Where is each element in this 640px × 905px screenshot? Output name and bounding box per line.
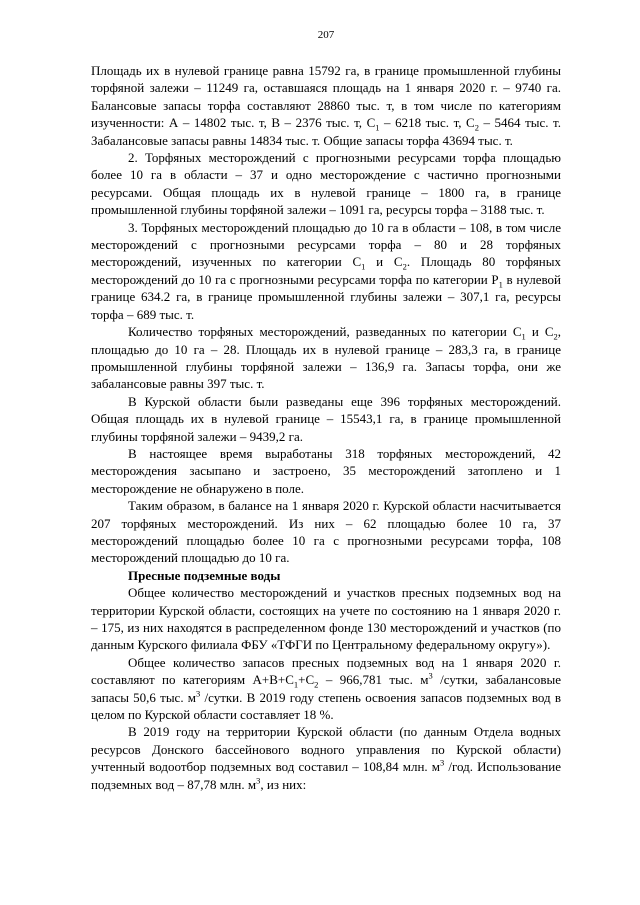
- paragraph-peat-area-continued: Площадь их в нулевой границе равна 15792 га, в границе промышленной глубины торфяной залежи – 11249 га, оставшаяся площадь на 1 января 2020 г. – 9740 га. Балансовые запасы торфа составляют 28860 тыс. т, в том числе по категориям изученности: А – 14802 тыс. т, В – 2376 тыс. т, $С_1 - 6218$ тыс. т, $С_2 - 5464$ тыс. т. Забалансовые запасы равны 14834 тыс. т. Общие запасы торфа 43694 тыс. т.: [91, 63, 562, 148]
- paragraph-forecast-resources: 2. Торфяных месторождений с прогнозными ресурсами торфа площадью более 10 га в области – 37 и одно месторождение с частично прогнозными ресурсами. Общая площадь их в нулевой границе – 1800 га, в границе промышленной глубины торфяной залежи – 1091 га, ресурсы торфа – 3188 тыс. т.: [91, 150, 561, 218]
- paragraph-balance-summary: Таким образом, в балансе на 1 января 2020 г. Курской области насчитывается 207 торфяных месторождений. Из них – 62 площадью более 10 га, 37 месторождений площадью более 10 га с прогнозными ресурсами торфа, 108 месторождений площадью до 10 га.: [91, 498, 561, 566]
- document-body: [91, 62, 561, 793]
- paragraph-water-withdrawal: В 2019 году на территории Курской области (по данным Отдела водных ресурсов Донского бассейнового водного управления по Курской области) учтенный водоотбор подземных вод составил – 108,84 млн. $м^3$ /год. Использование подземных вод – 87,78 млн. $м^3$, из них:: [91, 724, 562, 792]
- paragraph-groundwater-reserves: Общее количество запасов пресных подземных вод на 1 января 2020 г. составляют по категориям $А+В+С_1+С_2 - 966,781$ тыс. $м^3$ /сутки, забалансовые запасы 50,6 тыс. $м^3$ /сутки. В 2019 году степень освоения запасов подземных вод в целом по Курской области составляет 18 %.: [91, 654, 561, 723]
- section-heading-groundwater: Пресные подземные воды: [128, 567, 281, 583]
- paragraph-depleted-deposits: В настоящее время выработаны 318 торфяных месторождений, 42 месторождения засыпано и застроено, 35 месторождений затоплено и 1 месторождение не обнаружено в поле.: [91, 445, 561, 496]
- paragraph-additional-deposits: В Курской области были разведаны еще 396 торфяных месторождений. Общая площадь их в нулевой границе – 15543,1 га, в границе промышленной глубины торфяной залежи – 9439,2 га.: [91, 393, 561, 444]
- paragraph-small-deposits: 3. Торфяных месторождений площадью до 10 га в области – 108, в том числе месторождений с прогнозными ресурсами торфа – 80 и 28 торфяных месторождений, изученных по категории $С_1$ и $С_2$. Площадь 80 торфяных месторождений до 10 га с прогнозными ресурсами торфа по категории $Р_1$ в нулевой границе 634.2 га, в границе промышленной глубины залежи – 307,1 га, ресурсы торфа – 689 тыс. т.: [91, 219, 561, 322]
- paragraph-groundwater-deposits: Общее количество месторождений и участков пресных подземных вод на территории Курской области, состоящих на учете по состоянию на 1 января 2020 г. – 175, из них находятся в распределенном фонде 130 месторождений и участков (по данным Курского филиала ФБУ «ТФГИ по Центральному федеральному округу»).: [91, 585, 561, 653]
- page-number: 207: [317, 29, 335, 41]
- paragraph-explored-deposits: Количество торфяных месторождений, разведанных по категории $С_1$ и $С_2$, площадью до 10 га – 28. Площадь их в нулевой границе – 283,3 га, в границе промышленной глубины торфяной залежи – 136,9 га. Запасы торфа, они же забалансовые равны 397 тыс. т.: [91, 324, 561, 392]
